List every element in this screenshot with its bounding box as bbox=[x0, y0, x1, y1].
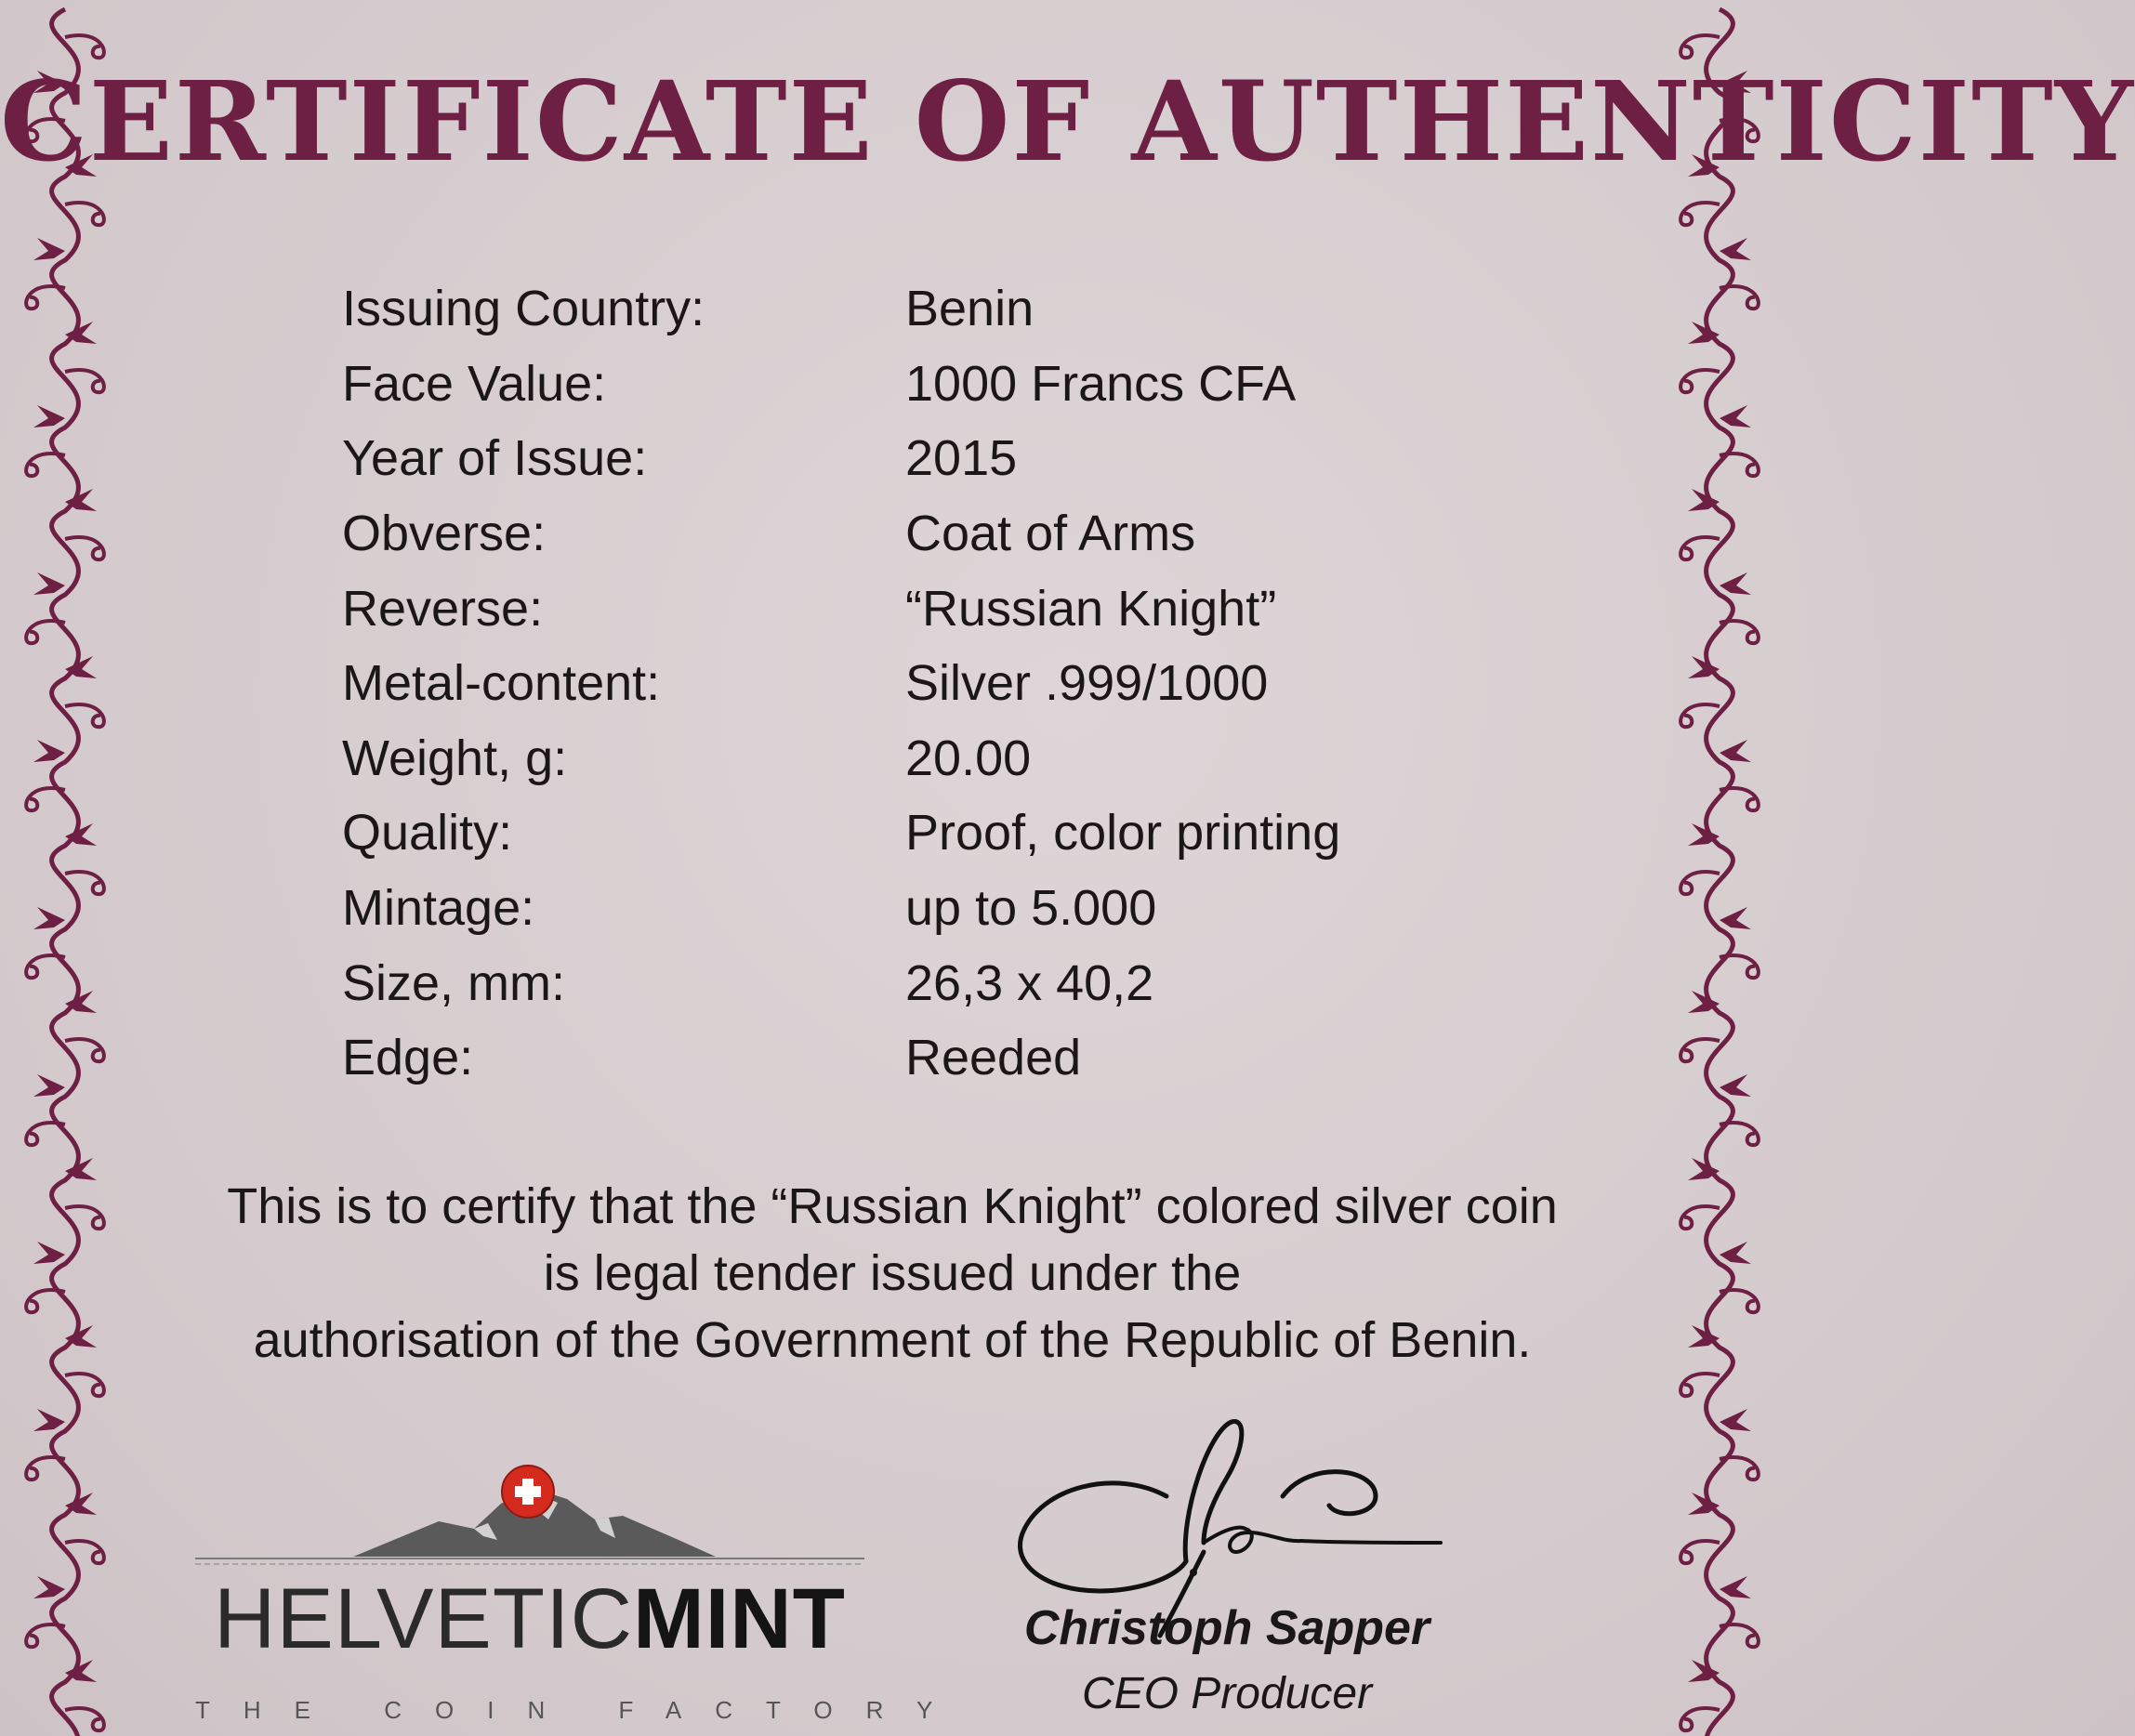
spec-row bbox=[342, 721, 1340, 796]
signatory-name: Christoph Sapper bbox=[1023, 1601, 1430, 1655]
spec-value: “Russian Knight” bbox=[905, 580, 1277, 637]
statement-line: is legal tender issued under the bbox=[543, 1245, 1242, 1301]
spec-label: Face Value: bbox=[342, 355, 607, 412]
spec-row bbox=[342, 571, 1340, 646]
spec-label: Reverse: bbox=[342, 580, 544, 637]
certification-statement bbox=[0, 1173, 1785, 1374]
right-border-vine-icon bbox=[1645, 0, 1785, 1736]
statement-line: This is to certify that the “Russian Knight” colored silver coin bbox=[227, 1178, 1558, 1234]
logo-word-light: HELVETIC bbox=[214, 1572, 634, 1666]
spec-label: Weight, g: bbox=[342, 730, 568, 786]
spec-row bbox=[342, 871, 1340, 946]
spec-value: Reeded bbox=[905, 1030, 1082, 1086]
spec-row bbox=[342, 945, 1340, 1020]
spec-row bbox=[342, 271, 1340, 347]
spec-label: Size, mm: bbox=[342, 954, 566, 1011]
spec-value: Proof, color printing bbox=[905, 805, 1341, 861]
swiss-cross-mountain-icon bbox=[195, 1454, 864, 1585]
specs-table bbox=[342, 271, 1340, 1096]
spec-value: Benin bbox=[905, 281, 1035, 337]
spec-value: 1000 Francs CFA bbox=[905, 355, 1297, 412]
helveticmint-logo bbox=[195, 1454, 967, 1724]
logo-tagline: THE COIN FACTORY bbox=[195, 1696, 967, 1724]
spec-row bbox=[342, 421, 1340, 496]
spec-value: 2015 bbox=[905, 430, 1018, 487]
spec-label: Mintage: bbox=[342, 880, 535, 937]
spec-value: 20.00 bbox=[905, 730, 1032, 786]
spec-row bbox=[342, 796, 1340, 871]
spec-value: up to 5.000 bbox=[905, 880, 1157, 937]
spec-label: Quality: bbox=[342, 805, 513, 861]
spec-label: Obverse: bbox=[342, 506, 547, 562]
spec-row bbox=[342, 1020, 1340, 1096]
spec-row bbox=[342, 347, 1340, 422]
spec-label: Issuing Country: bbox=[342, 281, 705, 337]
spec-label: Metal-content: bbox=[342, 655, 661, 712]
logo-word-bold: MINT bbox=[633, 1572, 846, 1666]
certificate-title: CERTIFICATE OF AUTHENTICITY bbox=[0, 57, 2135, 186]
spec-row bbox=[342, 646, 1340, 721]
spec-label: Year of Issue: bbox=[342, 430, 648, 487]
spec-row bbox=[342, 496, 1340, 572]
spec-value: 26,3 x 40,2 bbox=[905, 954, 1154, 1011]
left-border-vine-icon bbox=[0, 0, 139, 1736]
spec-value: Coat of Arms bbox=[905, 506, 1196, 562]
signatory-role: CEO Producer bbox=[1081, 1669, 1373, 1718]
spec-label: Edge: bbox=[342, 1030, 474, 1086]
logo-wordmark bbox=[195, 1571, 864, 1668]
spec-value: Silver .999/1000 bbox=[905, 655, 1269, 712]
statement-line: authorisation of the Government of the Republic of Benin. bbox=[253, 1312, 1532, 1368]
